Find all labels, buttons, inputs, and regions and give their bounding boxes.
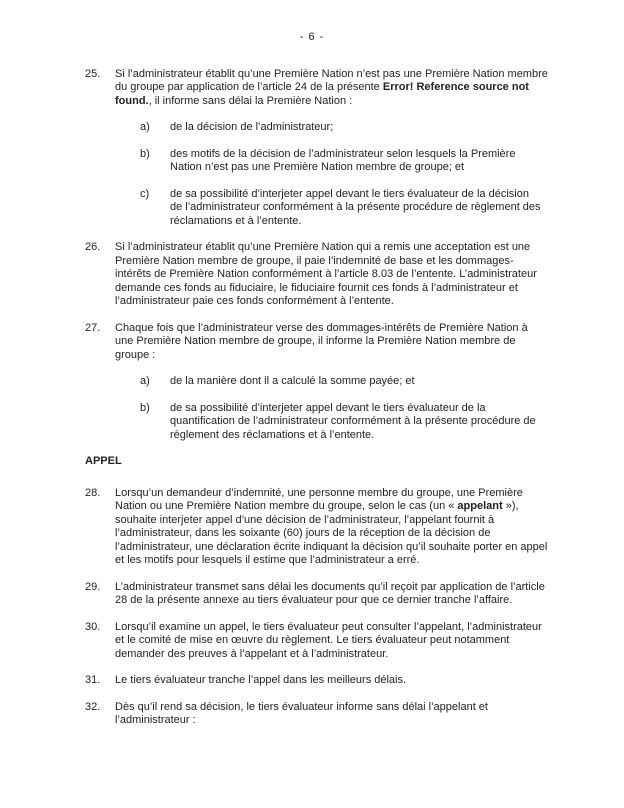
subitem-text: de sa possibilité d’interjeter appel devant le tiers évaluateur de la quantification de l’administrateur conformément à la présente procédure de règlement des réclamations et à l’entente. — [170, 401, 536, 441]
subitem-text: de la manière dont il a calculé la somme payée; et — [170, 375, 415, 387]
paragraph-number: 32. — [85, 700, 101, 713]
bold-text-segment: Error! Reference source not found. — [115, 81, 529, 107]
subitem-25b — [0, 148, 624, 175]
text-segment: »), souhaite interjeter appel d’une décision de l’administrateur, l’appelant fournit à l’administrateur, dans les soixante (60) jours de la réception de la décision de l’administrateur, une déclaration écrite indiquant la décision qu’il souhaite porter en appel et les motifs pour lesquels il estime que l’administrateur a erré. — [115, 500, 548, 566]
subitem-letter: b) — [140, 401, 150, 414]
subitem-25c — [0, 188, 624, 229]
subitem-text: de sa possibilité d’interjeter appel devant le tiers évaluateur de la décision de l’administrateur conformément à la présente procédure de règlement des réclamations et à l’entente. — [170, 187, 541, 227]
paragraph-number: 30. — [85, 620, 101, 633]
paragraph-29 — [0, 581, 624, 608]
paragraph-text — [115, 487, 549, 568]
paragraph-text: Dès qu’il rend sa décision, le tiers évaluateur informe sans délai l’appelant et l’administrateur : — [115, 700, 488, 726]
paragraph-31 — [0, 674, 624, 688]
subitem-27a — [0, 375, 624, 389]
subitem-letter: a) — [140, 375, 150, 387]
paragraph-text: Si l’administrateur établit qu’une Première Nation qui a remis une acceptation est une Première Nation membre de groupe, il paie l’indemnité de base et les dommages-intérêts de Première Nation conformément à l’article 8.03 de l’entente. L’administrateur demande ces fonds au fiduciaire, le fiduciaire fournit ces fonds à l’administrateur et l’administrateur paie ces fonds conformément à l’entente. — [115, 241, 537, 307]
text-segment: Lorsqu’un demandeur d’indemnité, une personne membre du groupe, une Première Nation ou une Première Nation membre du groupe, selon le cas (un « — [115, 486, 523, 512]
page-number: - 6 - — [299, 31, 325, 43]
bold-text-segment: appelant — [457, 500, 503, 512]
subitem-text: de la décision de l’administrateur; — [170, 121, 334, 133]
paragraph-text: Lorsqu’il examine un appel, le tiers évaluateur peut consulter l’appelant, l’administrateur et le comité de mise en œuvre du règlement. Le tiers évaluateur peut notamment demander des preuves à l’appelant et à l’administrateur. — [115, 620, 542, 660]
paragraph-number: 28. — [85, 486, 101, 499]
subitem-25a — [0, 121, 624, 135]
paragraph-number: 29. — [85, 580, 101, 593]
subitem-text: des motifs de la décision de l’administrateur selon lesquels la Première Nation n’est pas une Première Nation membre de groupe; et — [170, 147, 516, 173]
paragraph-number: 27. — [85, 321, 101, 334]
subitem-letter: b) — [140, 147, 150, 160]
paragraph-25 — [0, 68, 624, 109]
subitem-letter: a) — [140, 121, 150, 133]
paragraph-32 — [0, 701, 624, 728]
subitem-letter: c) — [140, 187, 150, 200]
paragraph-number: 26. — [85, 241, 101, 253]
paragraph-number: 31. — [85, 674, 101, 686]
paragraph-text: Le tiers évaluateur tranche l’appel dans les meilleurs délais. — [115, 674, 407, 686]
paragraph-30 — [0, 621, 624, 662]
paragraph-text: Chaque fois que l’administrateur verse des dommages-intérêts de Première Nation à une Première Nation membre de groupe, il informe la Première Nation membre de groupe : — [115, 321, 528, 361]
section-heading-appel: APPEL — [85, 455, 122, 467]
text-segment: Si l’administrateur établit qu’une Première Nation n’est pas une Première Nation membre du groupe par application de l’article 24 de la présente — [115, 67, 548, 93]
paragraph-text — [115, 68, 549, 109]
paragraph-26 — [0, 241, 624, 309]
paragraph-28 — [0, 487, 624, 568]
subitem-27b — [0, 402, 624, 443]
text-segment: , il informe sans délai la Première Nation : — [148, 94, 353, 107]
paragraph-27 — [0, 322, 624, 363]
paragraph-number: 25. — [85, 67, 101, 80]
paragraph-text: L’administrateur transmet sans délai les documents qu’il reçoit par application de l’article 28 de la présente annexe au tiers évaluateur pour que ce dernier tranche l’affaire. — [115, 580, 545, 606]
